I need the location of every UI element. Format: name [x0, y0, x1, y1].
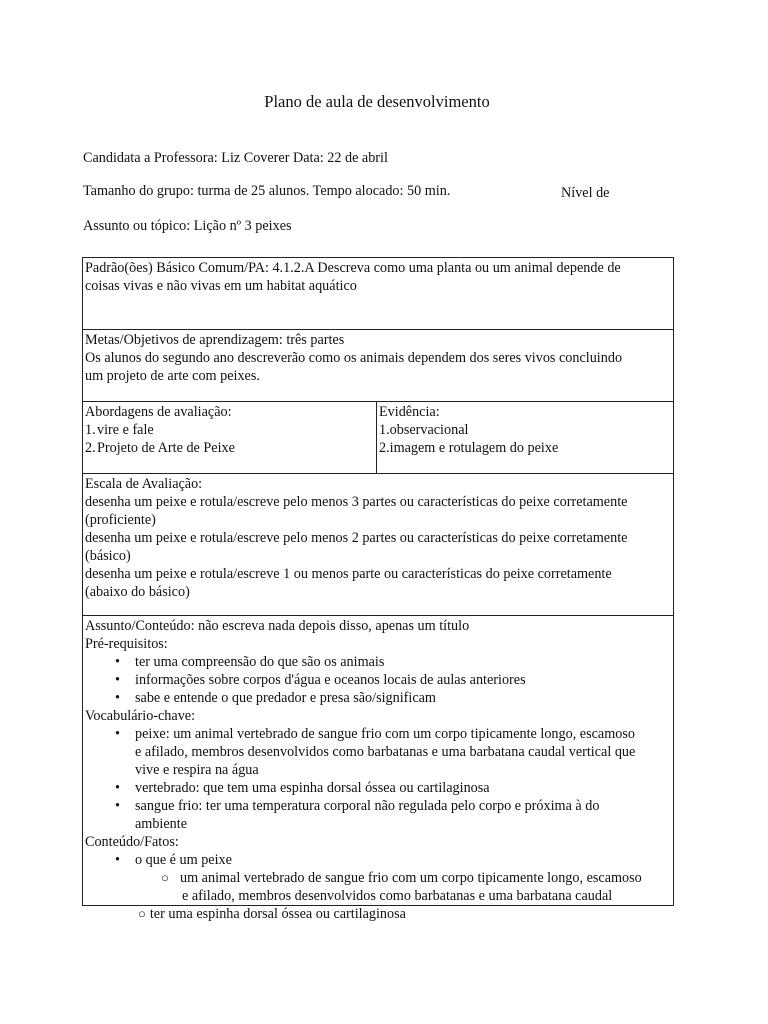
standard-line: coisas vivas e não vivas em um habitat aquático [85, 278, 357, 294]
lesson-plan-table [82, 257, 674, 906]
prereq-list [85, 653, 672, 707]
evidence-item: 1.observacional [379, 422, 469, 438]
circle-bullet-icon: ○ [138, 906, 146, 921]
scale-line: desenha um peixe e rotula/escreve pelo menos 3 partes ou características do peixe corretamente [85, 494, 628, 510]
assessment-item [85, 421, 375, 439]
vocab-heading: Vocabulário-chave: [85, 708, 196, 724]
list-item: • sabe e entende o que predador e presa são/significam [85, 689, 672, 707]
standard-line: Padrão(ões) Básico Comum/PA: 4.1.2.A Descreva como uma planta ou um animal depende de [85, 260, 621, 276]
scale-line: desenha um peixe e rotula/escreve pelo menos 2 partes ou características do peixe corretamente [85, 530, 628, 546]
vocab-line: vive e respira na água [135, 762, 259, 778]
evidence-item: 2.imagem e rotulagem do peixe [379, 440, 559, 456]
list-item: • o que é um peixe [85, 851, 672, 869]
level-label: Nível de [561, 185, 610, 201]
circle-bullet-icon: ○ [161, 870, 169, 885]
assessment-heading: Abordagens de avaliação: [85, 404, 232, 420]
goals-line: um projeto de arte com peixes. [85, 368, 260, 384]
assessment-item-text: Projeto de Arte de Peixe [97, 440, 235, 456]
assessment-item-number: 1. [85, 422, 96, 438]
list-item [85, 779, 672, 797]
scale-line: desenha um peixe e rotula/escreve 1 ou menos parte ou características do peixe corretamente [85, 566, 612, 582]
scale-line: (abaixo do básico) [85, 584, 190, 600]
evidence-heading: Evidência: [379, 404, 440, 420]
facts-list [85, 851, 672, 869]
group-line: Tamanho do grupo: turma de 25 alunos. Tempo alocado: 50 min. [83, 183, 451, 199]
scale-line: (proficiente) [85, 512, 156, 528]
vocab-line: e afilado, membros desenvolvidos como barbatanas e uma barbatana caudal vertical que [135, 744, 636, 760]
evidence-cell [377, 402, 674, 474]
list-item [85, 797, 672, 833]
facts-sub-line: e afilado, membros desenvolvidos como barbatanas e uma barbatana caudal [182, 888, 613, 904]
goals-heading: Metas/Objetivos de aprendizagem: três partes [85, 332, 345, 348]
scale-row [83, 474, 674, 616]
vocab-line: ambiente [135, 816, 187, 832]
facts-heading: Conteúdo/Fatos: [85, 834, 179, 850]
assessment-cell [83, 402, 377, 474]
scale-cell [83, 474, 674, 616]
assessment-row [83, 402, 674, 474]
list-item: • ter uma compreensão do que são os animais [85, 653, 672, 671]
vocab-line: • sangue frio: ter uma temperatura corporal não regulada pelo corpo e próxima à do [135, 798, 600, 814]
scale-heading: Escala de Avaliação: [85, 476, 203, 492]
scale-line: (básico) [85, 548, 131, 564]
document-title: Plano de aula de desenvolvimento [264, 92, 490, 111]
goals-line: Os alunos do segundo ano descreverão como os animais dependem dos seres vivos concluindo [85, 350, 623, 366]
overflow-sub-text: ter uma espinha dorsal óssea ou cartilaginosa [149, 906, 406, 922]
list-item [85, 725, 672, 779]
vocab-list [85, 725, 672, 833]
prereq-heading: Pré-requisitos: [85, 636, 168, 652]
assessment-item-number: 2. [85, 440, 96, 456]
vocab-line: • peixe: um animal vertebrado de sangue frio com um corpo tipicamente longo, escamoso [135, 726, 635, 742]
overflow-sub-item [138, 906, 406, 923]
content-heading: Assunto/Conteúdo: não escreva nada depois disso, apenas um título [85, 618, 470, 634]
standard-row [83, 258, 674, 330]
standard-cell [83, 258, 674, 330]
topic-line: Assunto ou tópico: Lição nº 3 peixes [83, 218, 292, 234]
facts-sub-line: um animal vertebrado de sangue frio com um corpo tipicamente longo, escamoso [180, 870, 642, 886]
facts-sub-item [85, 869, 672, 905]
list-item: • informações sobre corpos d'água e oceanos locais de aulas anteriores [85, 671, 672, 689]
vocab-line: • vertebrado: que tem uma espinha dorsal óssea ou cartilaginosa [135, 780, 490, 796]
candidate-line: Candidata a Professora: Liz Coverer Data: 22 de abril [83, 150, 388, 166]
goals-cell [83, 330, 674, 402]
assessment-item-text: vire e fale [97, 422, 154, 438]
assessment-item [85, 439, 375, 457]
content-row [83, 616, 674, 906]
goals-row [83, 330, 674, 402]
content-cell [83, 616, 674, 906]
